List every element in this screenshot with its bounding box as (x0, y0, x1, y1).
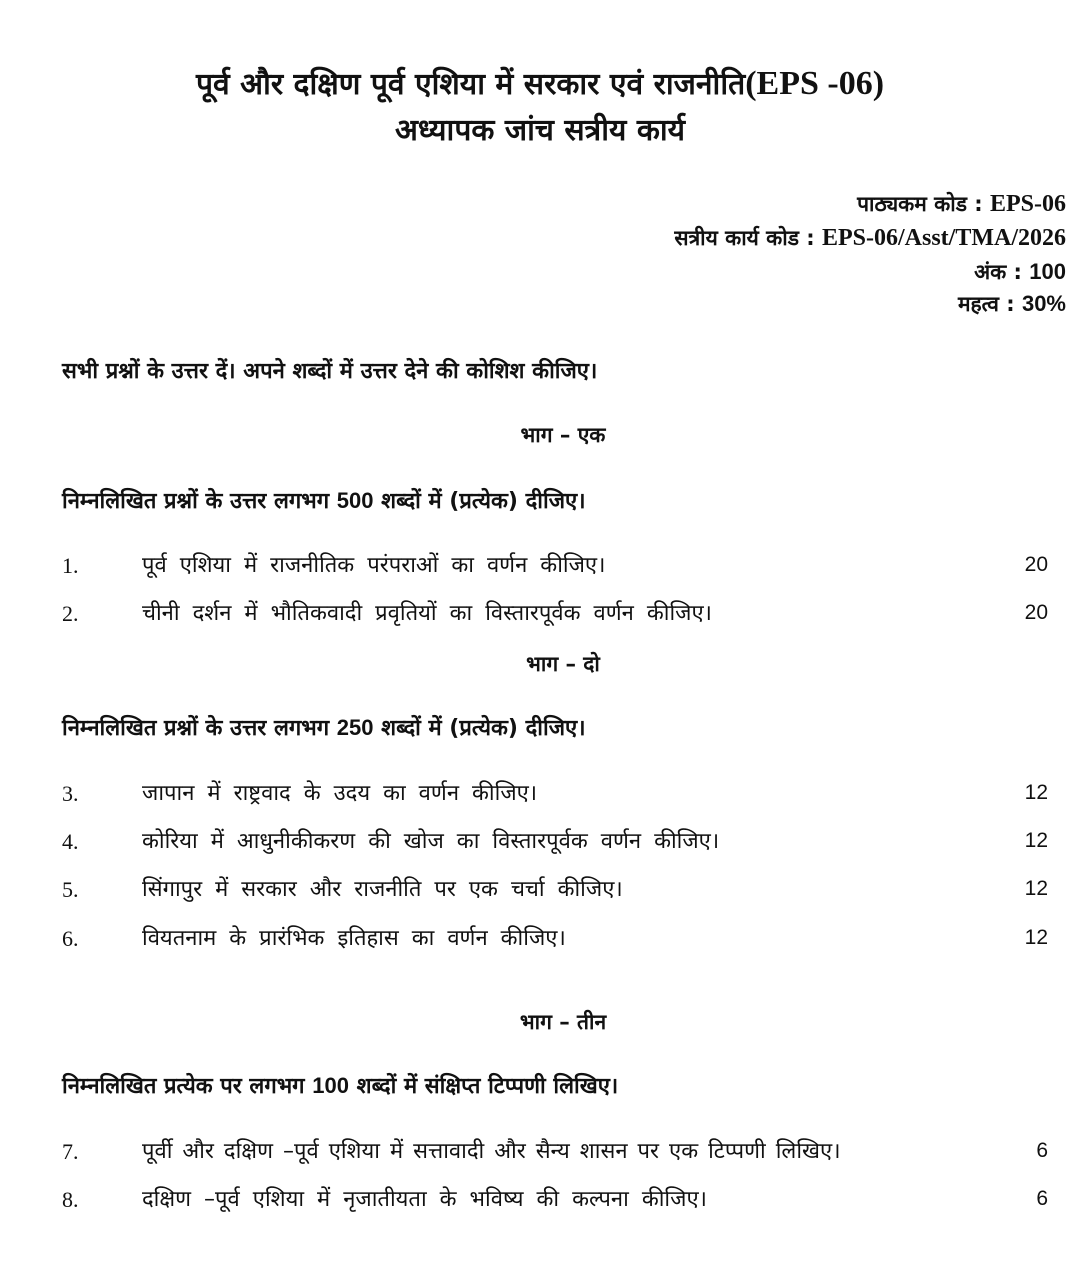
assignment-code-value: EPS-06/Asst/TMA/2026 (821, 225, 1066, 251)
word-count: 250 (336, 715, 374, 740)
question-row (0, 1183, 1080, 1217)
question-text: कोरिया में आधुनीकीकरण की खोज का विस्तारपूर्वक वर्णन कीजिए। (142, 829, 720, 854)
question-marks: 20 (1024, 553, 1048, 576)
question-number: 4. (62, 829, 79, 854)
instruction-text: शब्दों में संक्षिप्त टिप्पणी लिखिए। (356, 1074, 619, 1099)
question-marks: 20 (1024, 601, 1048, 624)
marks-line (974, 258, 1066, 286)
question-number: 7. (62, 1139, 79, 1164)
question-row (0, 873, 1080, 907)
part-three-instruction (62, 1070, 618, 1100)
question-number: 1. (62, 553, 79, 578)
marks-label: अंक : (974, 260, 1022, 284)
part-one-heading: भाग – एक (520, 423, 606, 447)
instruction-text: शब्दों में (प्रत्येक) दीजिए। (381, 489, 586, 514)
word-count: 100 (312, 1073, 349, 1098)
part-two-heading: भाग – दो (526, 652, 600, 676)
question-marks: 12 (1024, 926, 1048, 949)
question-number: 5. (62, 877, 79, 902)
marks-value: 100 (1029, 259, 1066, 284)
question-text: सिंगापुर में सरकार और राजनीति पर एक चर्चा कीजिए। (142, 877, 623, 902)
instruction-text: निम्नलिखित प्रश्नों के उत्तर लगभग (62, 716, 330, 741)
question-marks: 12 (1024, 877, 1048, 900)
question-marks: 12 (1024, 829, 1048, 852)
question-marks: 6 (1036, 1139, 1048, 1162)
question-number: 2. (62, 601, 79, 626)
title-course-code: (EPS -06) (745, 65, 885, 102)
part-three-heading: भाग – तीन (519, 1010, 607, 1034)
general-instruction: सभी प्रश्नों के उत्तर दें। अपने शब्दों में उत्तर देने की कोशिश कीजिए। (62, 359, 598, 384)
part-one-instruction (62, 485, 586, 515)
question-text: वियतनाम के प्रारंभिक इतिहास का वर्णन कीजिए। (142, 926, 566, 951)
question-row (0, 777, 1080, 811)
part-two-instruction (62, 712, 586, 742)
question-number: 3. (62, 781, 79, 806)
course-code-line (857, 190, 1066, 218)
course-code-value: EPS-06 (989, 191, 1066, 217)
question-text: दक्षिण –पूर्व एशिया में नृजातीयता के भविष्य की कल्पना कीजिए। (142, 1187, 707, 1212)
instruction-text: शब्दों में (प्रत्येक) दीजिए। (381, 716, 586, 741)
question-text: चीनी दर्शन में भौतिकवादी प्रवृतियों का विस्तारपूर्वक वर्णन कीजिए। (142, 601, 712, 626)
question-text: जापान में राष्ट्रवाद के उदय का वर्णन कीजिए। (142, 781, 538, 806)
title-hindi: पूर्व और दक्षिण पूर्व एशिया में सरकार एवं राजनीति (195, 67, 746, 102)
weight-label: महत्व : (957, 292, 1015, 316)
question-number: 8. (62, 1187, 79, 1212)
question-marks: 6 (1036, 1187, 1048, 1210)
instruction-text: निम्नलिखित प्रत्येक पर लगभग (62, 1074, 305, 1099)
question-marks: 12 (1024, 781, 1048, 804)
assignment-code-label: सत्रीय कार्य कोड : (674, 226, 815, 250)
assignment-code-line (674, 224, 1066, 252)
question-row (0, 825, 1080, 859)
page-subtitle: अध्यापक जांच सत्रीय कार्य (394, 113, 686, 148)
question-row (0, 597, 1080, 631)
word-count: 500 (336, 488, 374, 513)
question-row (0, 922, 1080, 956)
weight-line (958, 290, 1066, 318)
course-code-label: पाठ्यकम कोड : (857, 192, 983, 216)
instruction-text: निम्नलिखित प्रश्नों के उत्तर लगभग (62, 489, 330, 514)
question-row (0, 1135, 1080, 1169)
question-text: पूर्वी और दक्षिण –पूर्व एशिया में सत्तावादी और सैन्य शासन पर एक टिप्पणी लिखिए। (142, 1139, 841, 1164)
question-text: पूर्व एशिया में राजनीतिक परंपराओं का वर्णन कीजिए। (142, 553, 606, 578)
question-number: 6. (62, 926, 79, 951)
page-title (0, 62, 1080, 103)
weight-value: 30% (1021, 291, 1066, 316)
question-row (0, 549, 1080, 583)
